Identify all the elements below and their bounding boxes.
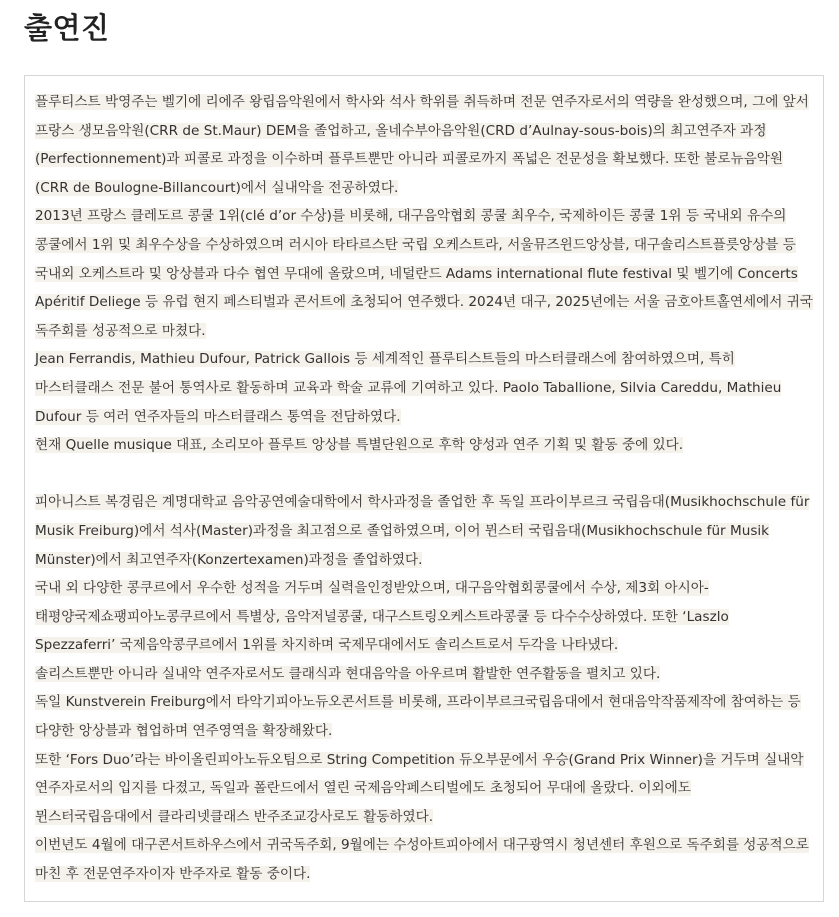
bio-paragraph: 피아니스트 복경림은 계명대학교 음악공연예술대학에서 학사과정을 졸업한 후 독일 프라이부르크 국립음대(Musikhochschule für Musik Freiburg)에서 석사(Master)과정을 최고점으로 졸업하였으며, 이어 뮌스터 국립음대(Musikhochschule für Musik Münster)에서 최고연주자(Konzertexamen)과정을 졸업하였다. [35,494,810,568]
bio-paragraph: 독일 Kunstverein Freiburg에서 타악기피아노듀오콘서트를 비롯해, 프라이부르크국립음대에서 현대음악작품제작에 참여하는 등 다양한 앙상블과 협업하며 연주영역을 확장해왔다. [35,694,801,740]
bio-paragraph: 플루티스트 박영주는 벨기에 리에주 왕립음악원에서 학사와 석사 학위를 취득하며 전문 연주자로서의 역량을 완성했으며, 그에 앞서 프랑스 생모음악원(CRR de St.Maur) DEM을 졸업하고, 올네수부아음악원(CRD d’Aulnay-sous-bois)의 최고연주자 과정(Perfectionnement)과 피콜로 과정을 이수하며 플루트뿐만 아니라 피콜로까지 폭넓은 전문성을 확보했다. 또한 불로뉴음악원(CRR de Boulogne-Billancourt)에서 실내악을 전공하였다. [35,94,809,196]
pianist-bio [35,488,813,888]
bio-paragraph: 2013년 프랑스 클레도르 콩쿨 1위(clé d’or 수상)를 비롯해, 대구음악협회 콩쿨 최우수, 국제하이든 콩쿨 1위 등 국내외 유수의 콩쿨에서 1위 및 최우수상을 수상하였으며 러시아 타타르스탄 국립 오케스트라, 서울뮤즈윈드앙상블, 대구솔리스트플릇앙상블 등 국내외 오케스트라 및 앙상블과 다수 협연 무대에 올랐으며, 네덜란드 Adams international flute festival 및 벨기에 Concerts Apéritif Deliege 등 유럽 현지 페스티벌과 콘서트에 초청되어 연주했다. 2024년 대구, 2025년에는 서울 금호아트홀연세에서 귀국 독주회를 성공적으로 마쳤다. [35,208,814,339]
bio-paragraph: 이번년도 4월에 대구콘서트하우스에서 귀국독주회, 9월에는 수성아트피아에서 대구광역시 청년센터 후원으로 독주회를 성공적으로 마친 후 전문연주자이자 반주자로 활동 중이다. [35,837,809,883]
bio-paragraph: 국내 외 다양한 콩쿠르에서 우수한 성적을 거두며 실력을인정받았으며, 대구음악협회콩쿨에서 수상, 제3회 아시아-태평양국제쇼팽피아노콩쿠르에서 특별상, 음악저널콩쿨, 대구스트링오케스트라콩쿨 등 다수수상하였다. 또한 ‘Laszlo Spezzaferri’ 국제음악콩쿠르에서 1위를 차지하며 국제무대에서도 솔리스트로서 두각을 나타냈다. [35,580,729,654]
flutist-bio [35,88,813,460]
bio-paragraph: Jean Ferrandis, Mathieu Dufour, Patrick Gallois 등 세계적인 플루티스트들의 마스터클래스에 참여하였으며, 특히 마스터클래스 전문 불어 통역사로 활동하며 교육과 학술 교류에 기여하고 있다. Paolo Taballione, Silvia Careddu, Mathieu Dufour 등 여러 연주자들의 마스터클래스 통역을 전담하였다. [35,351,782,425]
performer-bio-box [24,75,824,902]
bio-paragraph: 솔리스트뿐만 아니라 실내악 연주자로서도 클래식과 현대음악을 아우르며 활발한 연주활동을 펼치고 있다. [35,665,661,682]
bio-paragraph: 현재 Quelle musique 대표, 소리모아 플루트 앙상블 특별단원으로 후학 양성과 연주 기획 및 활동 중에 있다. [35,437,684,454]
bio-paragraph: 또한 ‘Fors Duo’라는 바이올린피아노듀오팀으로 String Competition 듀오부문에서 우승(Grand Prix Winner)을 거두며 실내악 연주자로서의 입지를 다졌고, 독일과 폴란드에서 열린 국제음악페스티벌에도 초청되어 무대에 올랐다. 이외에도 뮌스터국립음대에서 클라리넷클래스 반주조교강사로도 활동하였다. [35,751,804,825]
page-title: 출연진 [24,11,110,45]
